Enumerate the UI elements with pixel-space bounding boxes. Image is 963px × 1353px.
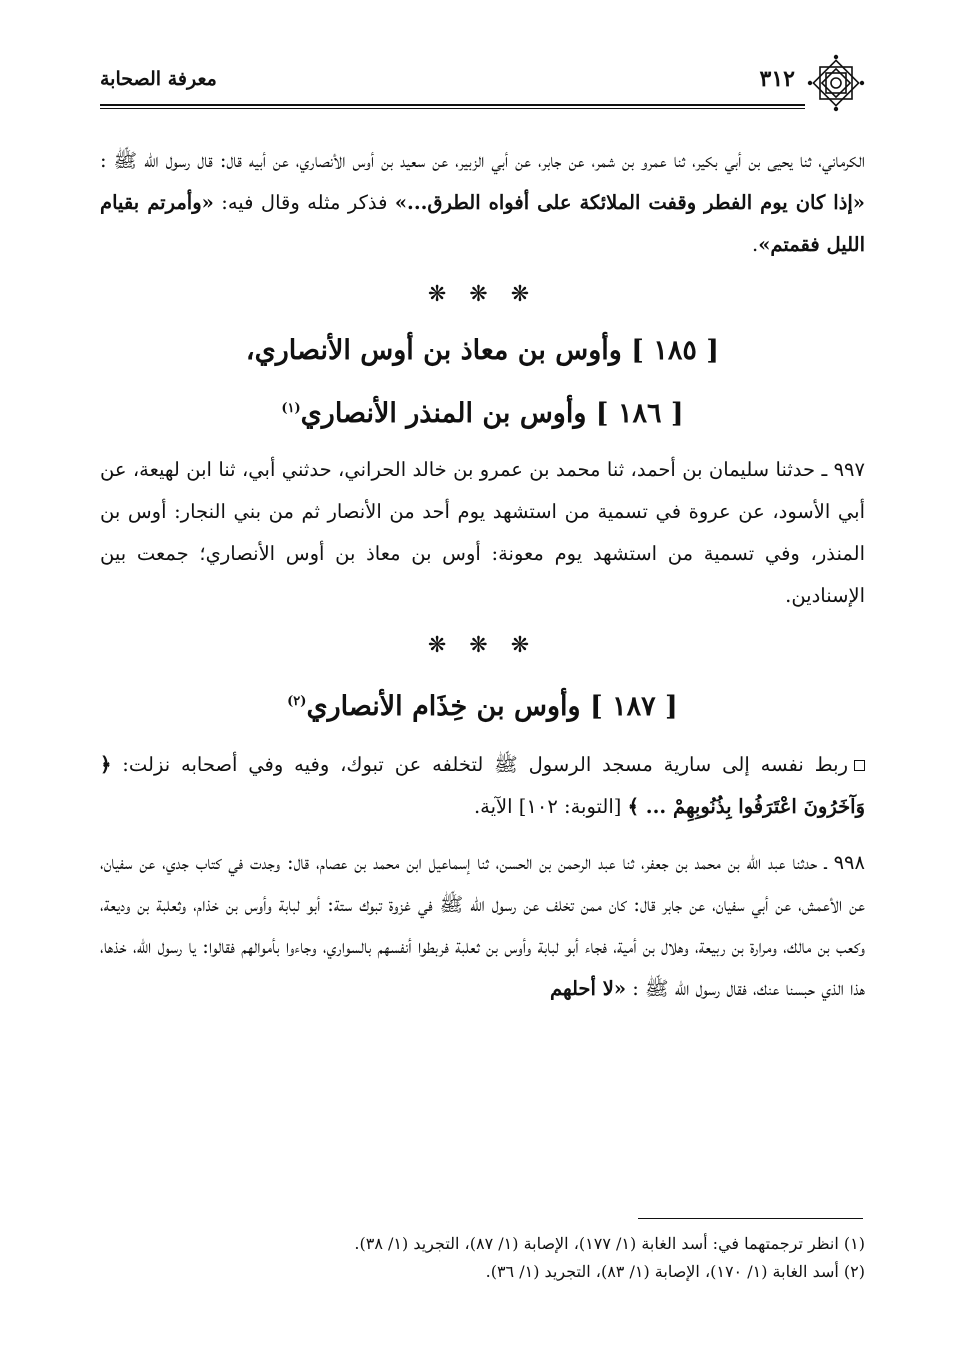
running-title: معرفة الصحابة [100,68,217,90]
footnote-ref[interactable]: (٢) [287,694,307,709]
hadith-997: ٩٩٧ ـ حدثنا سليمان بن أحمد، ثنا محمد بن عمرو بن خالد الحراني، حدثني أبي، ثنا ابن لهيعة، عن أبي الأسود، عن عروة في تسمية من استشهد يوم أحد من الأنصار ثم من بني النجار: أوس بن المنذر، وفي تسمية من استشهد يوم معونة: أوس بن معاذ بن أوس الأنصاري؛ جمعت بين الإسنادين. [100,458,865,607]
footnote-ref[interactable]: (١) [281,401,301,416]
text-run: الكرماني، ثنا يحيى بن أبي بكير، ثنا عمرو بن شمر، عن جابر، عن أبي الزبير، عن سعيد بن أوس الأنصاري، عن أبيه قال: قال رسول الله ﷺ : [100,149,865,172]
text-run: ربط نفسه إلى سارية مسجد الرسول ﷺ لتخلفه عن تبوك، وفيه وفي أصحابه نزلت: [111,753,848,776]
page-header [100,60,865,106]
main-text [100,140,865,1010]
entry-title-187 [100,673,865,736]
text-run: ٩٩٨ ـ حدثنا عبد الله بن محمد بن جعفر، ثنا عبد الرحمن بن الحسن، ثنا إسماعيل ابن محمد بن عصام، قال: وجدت في كتاب جدي، عن سفيان، عن الأعمش، عن أبي سفيان، عن جابر قال: كان ممن تخلف عن رسول الله ﷺ في غزوة تبوك ستة: أبو لبابة وأوس بن خذام، وثعلبة بن وديعة، وكعب بن مالك، ومرارة بن ربيعة، وهلال بن أمية، فجاء أبو لبابة وأوس بن ثعلبة فربطوا أنفسهم بالسواري، وجاءوا بأموالهم فقالوا: يا رسول الله، خذها، هذا الذي حبسنا عنك، فقال رسول الله ﷺ : [100,851,865,1000]
footnote-1: (١) انظر ترجمتهما في: أسد الغابة (١/ ١٧٧)، الإصابة (١/ ٨٧)، التجريد (١/ ٣٨). [354,1234,865,1253]
footnote-2: (٢) أسد الغابة (١/ ١٧٠)، الإصابة (١/ ٨٣)، التجريد (١/ ٣٦). [485,1262,865,1281]
entry-title-186 [100,380,865,443]
entry-title-text: [ ١٨٦ ] وأوس بن المنذر الأنصاري [300,398,684,429]
hadith-quote: «إذا كان يوم الفطر وقفت الملائكة على أفواه الطرق...» [394,191,865,214]
header-rule [100,104,805,106]
text-run: [التوبة: ١٠٢] الآية. [473,795,628,818]
header-rule-thin [100,108,805,109]
text-run: . [752,233,759,256]
biography-note [100,744,865,828]
quran-verse: ﴿ وَآخَرُونَ اعْتَرَفُوا بِذُنُوبِهِمْ ... ﴾ [100,753,865,818]
text-run: فذكر مثله وقال فيه: [213,191,395,214]
section-separator: ❋ ❋ ❋ [427,633,538,658]
footnotes [100,1230,865,1286]
paragraph-continuation [100,140,865,266]
hadith-quote: «لا أحلهم [550,977,627,1000]
footnote-rule [638,1218,863,1219]
entry-title-185: [ ١٨٥ ] وأوس بن معاذ بن أوس الأنصاري، [245,335,720,366]
hadith-998 [100,842,865,1010]
entry-title-text: [ ١٨٧ ] وأوس بن خِذَام الأنصاري [306,691,678,722]
square-box-icon [854,760,865,771]
page-number: ٣١٢ [759,66,795,92]
octagonal-star-ornament-icon [807,54,865,112]
section-separator: ❋ ❋ ❋ [427,282,538,307]
hadith-quote: «وأمرتم بقيام الليل فقمتم» [100,191,865,256]
